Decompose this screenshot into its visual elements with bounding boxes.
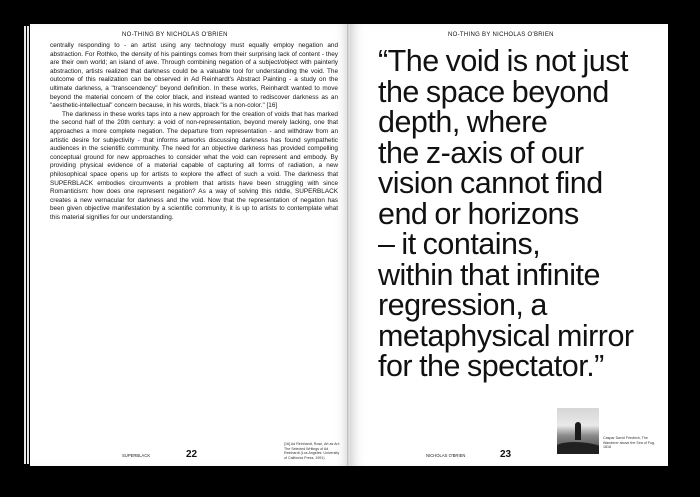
left-page	[30, 24, 350, 466]
right-page	[350, 24, 668, 466]
wanderer-figure	[575, 422, 581, 440]
left-footnote: [16] Ad Reinhardt, Rose, Art as Art: The Selected Writings of Ad Reinhardt (Los Angeles: University of California Press, 1991)	[284, 442, 340, 460]
essay-paragraph: The darkness in these works taps into a new approach for the creation of voids that has marked the second half of the 20th century: a void of non-representation, beyond merely lacking, one that approaches a more complete negation. The departure from representation - and withdraw from an artistic desire for subjectivity - that informs artworks discussing darkness has found sympathetic audiences in the scientific community. The need for an objective darkness has provided compelling conceptual ground for new approaches to consider what the void can represent and embody. By providing physical evidence of a material capable of capturing all forms of radiation, a new philosophical space opens up for artists to explore the affect of such a void. The darkness that SUPERBLACK embodies circumvents a problem that artists have been struggling with since Romanticism: how does one represent negation? As a way of solving this riddle, SUPERBLACK creates a new vernacular for darkness and the void. Now that the representation of negation has been given objective manifestation by a scientific community, it is up to artists to contemplate what this material signifies for our understanding.	[50, 110, 338, 221]
page-edge	[27, 26, 29, 464]
left-running-head: NO-THING BY NICHOLAS O'BRIEN	[122, 32, 228, 38]
cliff-shape	[557, 442, 599, 454]
essay-body	[50, 42, 338, 222]
wanderer-photo	[557, 408, 599, 454]
right-page-number: 23	[500, 449, 512, 460]
right-folio: NICHOLAS O'BRIEN	[426, 453, 466, 458]
left-page-number: 22	[186, 449, 198, 460]
right-running-head: NO-THING BY NICHOLAS O'BRIEN	[448, 32, 554, 38]
photo-caption: Caspar David Friedrich, The Wanderer above the Sea of Fog, 1818	[603, 436, 656, 450]
left-folio: SUPERBLACK	[122, 453, 151, 458]
page-edge	[24, 26, 26, 464]
essay-paragraph: centrally responding to - an artist using any technology must equally employ negation and abstraction. For Rothko, the density of his paintings comes from their surprising lack of content - they are their own world; an island of awe. Through combining negation of a subject/object with painterly abstraction, artists realized that darkness could be a valuable tool for understanding the void. The outcome of this realization can be observed in Ad Reinhardt's Abstract Painting - a study on the ultimate darkness, a "transcendency" beyond definition. In these works, Reinhardt wanted to move beyond the material concern of the color black, and instead wanted to rediscover darkness as an "aesthetic-intellectual" concern because, in his words, black "is a non-color." [16]	[50, 42, 338, 110]
pull-quote: “The void is not just the space beyond depth, where the z-axis of our vision cannot find end or horizons – it contains, within that infinite regression, a metaphysical mirror for the spectator.”	[378, 44, 634, 383]
